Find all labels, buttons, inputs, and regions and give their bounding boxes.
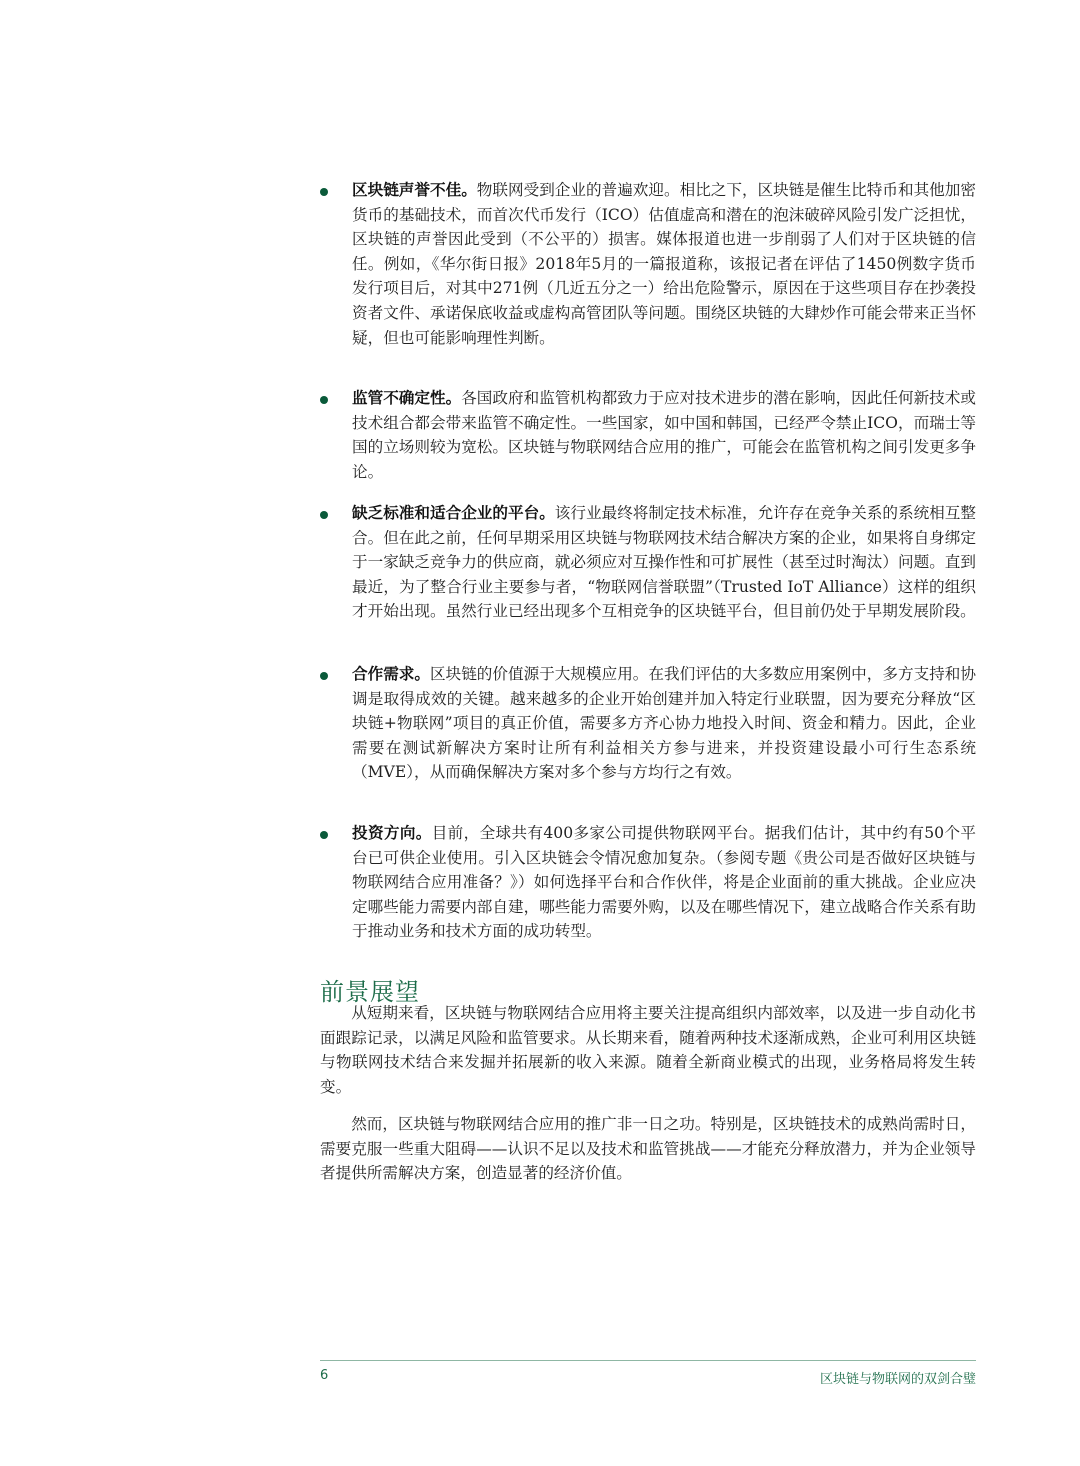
bullet-item	[320, 386, 976, 484]
bullet-text: 各国政府和监管机构都致力于应对技术进步的潜在影响，因此任何新技术或技术组合都会带来监管不确定性。一些国家，如中国和韩国，已经严令禁止ICO，而瑞士等国的立场则较为宽松。区块链与物联网结合应用的推广，可能会在监管机构之间引发更多争论。	[352, 389, 976, 481]
bullet-icon	[320, 396, 328, 404]
bullet-item	[320, 501, 976, 624]
bullet-heading: 合作需求。	[352, 664, 430, 683]
bullet-text: 物联网受到企业的普遍欢迎。相比之下，区块链是催生比特币和其他加密货币的基础技术，而首次代币发行（ICO）估值虚高和潜在的泡沫破碎风险引发广泛担忧，区块链的声誉因此受到（不公平的）损害。媒体报道也进一步削弱了人们对于区块链的信任。例如，《华尔街日报》2018年5月的一篇报道称，该报记者在评估了1450例数字货币发行项目后，对其中271例（几近五分之一）给出危险警示，原因在于这些项目存在抄袭投资者文件、承诺保底收益或虚构高管团队等问题。围绕区块链的大肆炒作可能会带来正当怀疑，但也可能影响理性判断。	[352, 181, 976, 347]
bullet-item	[320, 178, 976, 350]
bullet-item	[320, 662, 976, 785]
bullet-icon	[320, 831, 328, 839]
bullet-item	[320, 821, 976, 944]
bullet-icon	[320, 188, 328, 196]
bullet-icon	[320, 511, 328, 519]
bullet-heading: 缺乏标准和适合企业的平台。	[352, 503, 555, 522]
body-paragraph: 然而，区块链与物联网结合应用的推广非一日之功。特别是，区块链技术的成熟尚需时日，需要克服一些重大阻碍——认识不足以及技术和监管挑战——才能充分释放潜力，并为企业领导者提供所需解决方案，创造显著的经济价值。	[320, 1115, 976, 1183]
bullet-heading: 区块链声誉不佳。	[352, 180, 477, 199]
footer-divider	[320, 1360, 976, 1361]
bullet-heading: 监管不确定性。	[352, 388, 462, 407]
bullet-heading: 投资方向。	[352, 823, 432, 842]
page-number: 6	[320, 1368, 329, 1383]
bullet-icon	[320, 672, 328, 680]
section-title: 前景展望	[320, 978, 420, 1006]
bullet-text: 目前，全球共有400多家公司提供物联网平台。据我们估计，其中约有50个平台已可供企业使用。引入区块链会令情况愈加复杂。（参阅专题《贵公司是否做好区块链与物联网结合应用准备？》）如何选择平台和合作伙伴，将是企业面前的重大挑战。企业应决定哪些能力需要内部自建，哪些能力需要外购，以及在哪些情况下，建立战略合作关系有助于推动业务和技术方面的成功转型。	[352, 824, 976, 941]
body-paragraph: 从短期来看，区块链与物联网结合应用将主要关注提高组织内部效率，以及进一步自动化书面跟踪记录，以满足风险和监管要求。从长期来看，随着两种技术逐渐成熟，企业可利用区块链与物联网技术结合来发掘并拓展新的收入来源。随着全新商业模式的出现，业务格局将发生转变。	[320, 1004, 976, 1096]
bullet-text: 区块链的价值源于大规模应用。在我们评估的大多数应用案例中，多方支持和协调是取得成效的关键。越来越多的企业开始创建并加入特定行业联盟，因为要充分释放“区块链+物联网”项目的真正价值，需要多方齐心协力地投入时间、资金和精力。因此，企业需要在测试新解决方案时让所有利益相关方参与进来，并投资建设最小可行生态系统（MVE），从而确保解决方案对多个参与方均行之有效。	[352, 665, 976, 782]
bullet-text: 该行业最终将制定技术标准，允许存在竞争关系的系统相互整合。但在此之前，任何早期采用区块链与物联网技术结合解决方案的企业，如果将自身绑定于一家缺乏竞争力的供应商，就必须应对互操作性和可扩展性（甚至过时淘汰）问题。直到最近，为了整合行业主要参与者，“物联网信誉联盟”（Trusted IoT Alliance）这样的组织才开始出现。虽然行业已经出现多个互相竞争的区块链平台，但目前仍处于早期发展阶段。	[352, 504, 976, 621]
running-title: 区块链与物联网的双剑合璧	[819, 1372, 976, 1387]
